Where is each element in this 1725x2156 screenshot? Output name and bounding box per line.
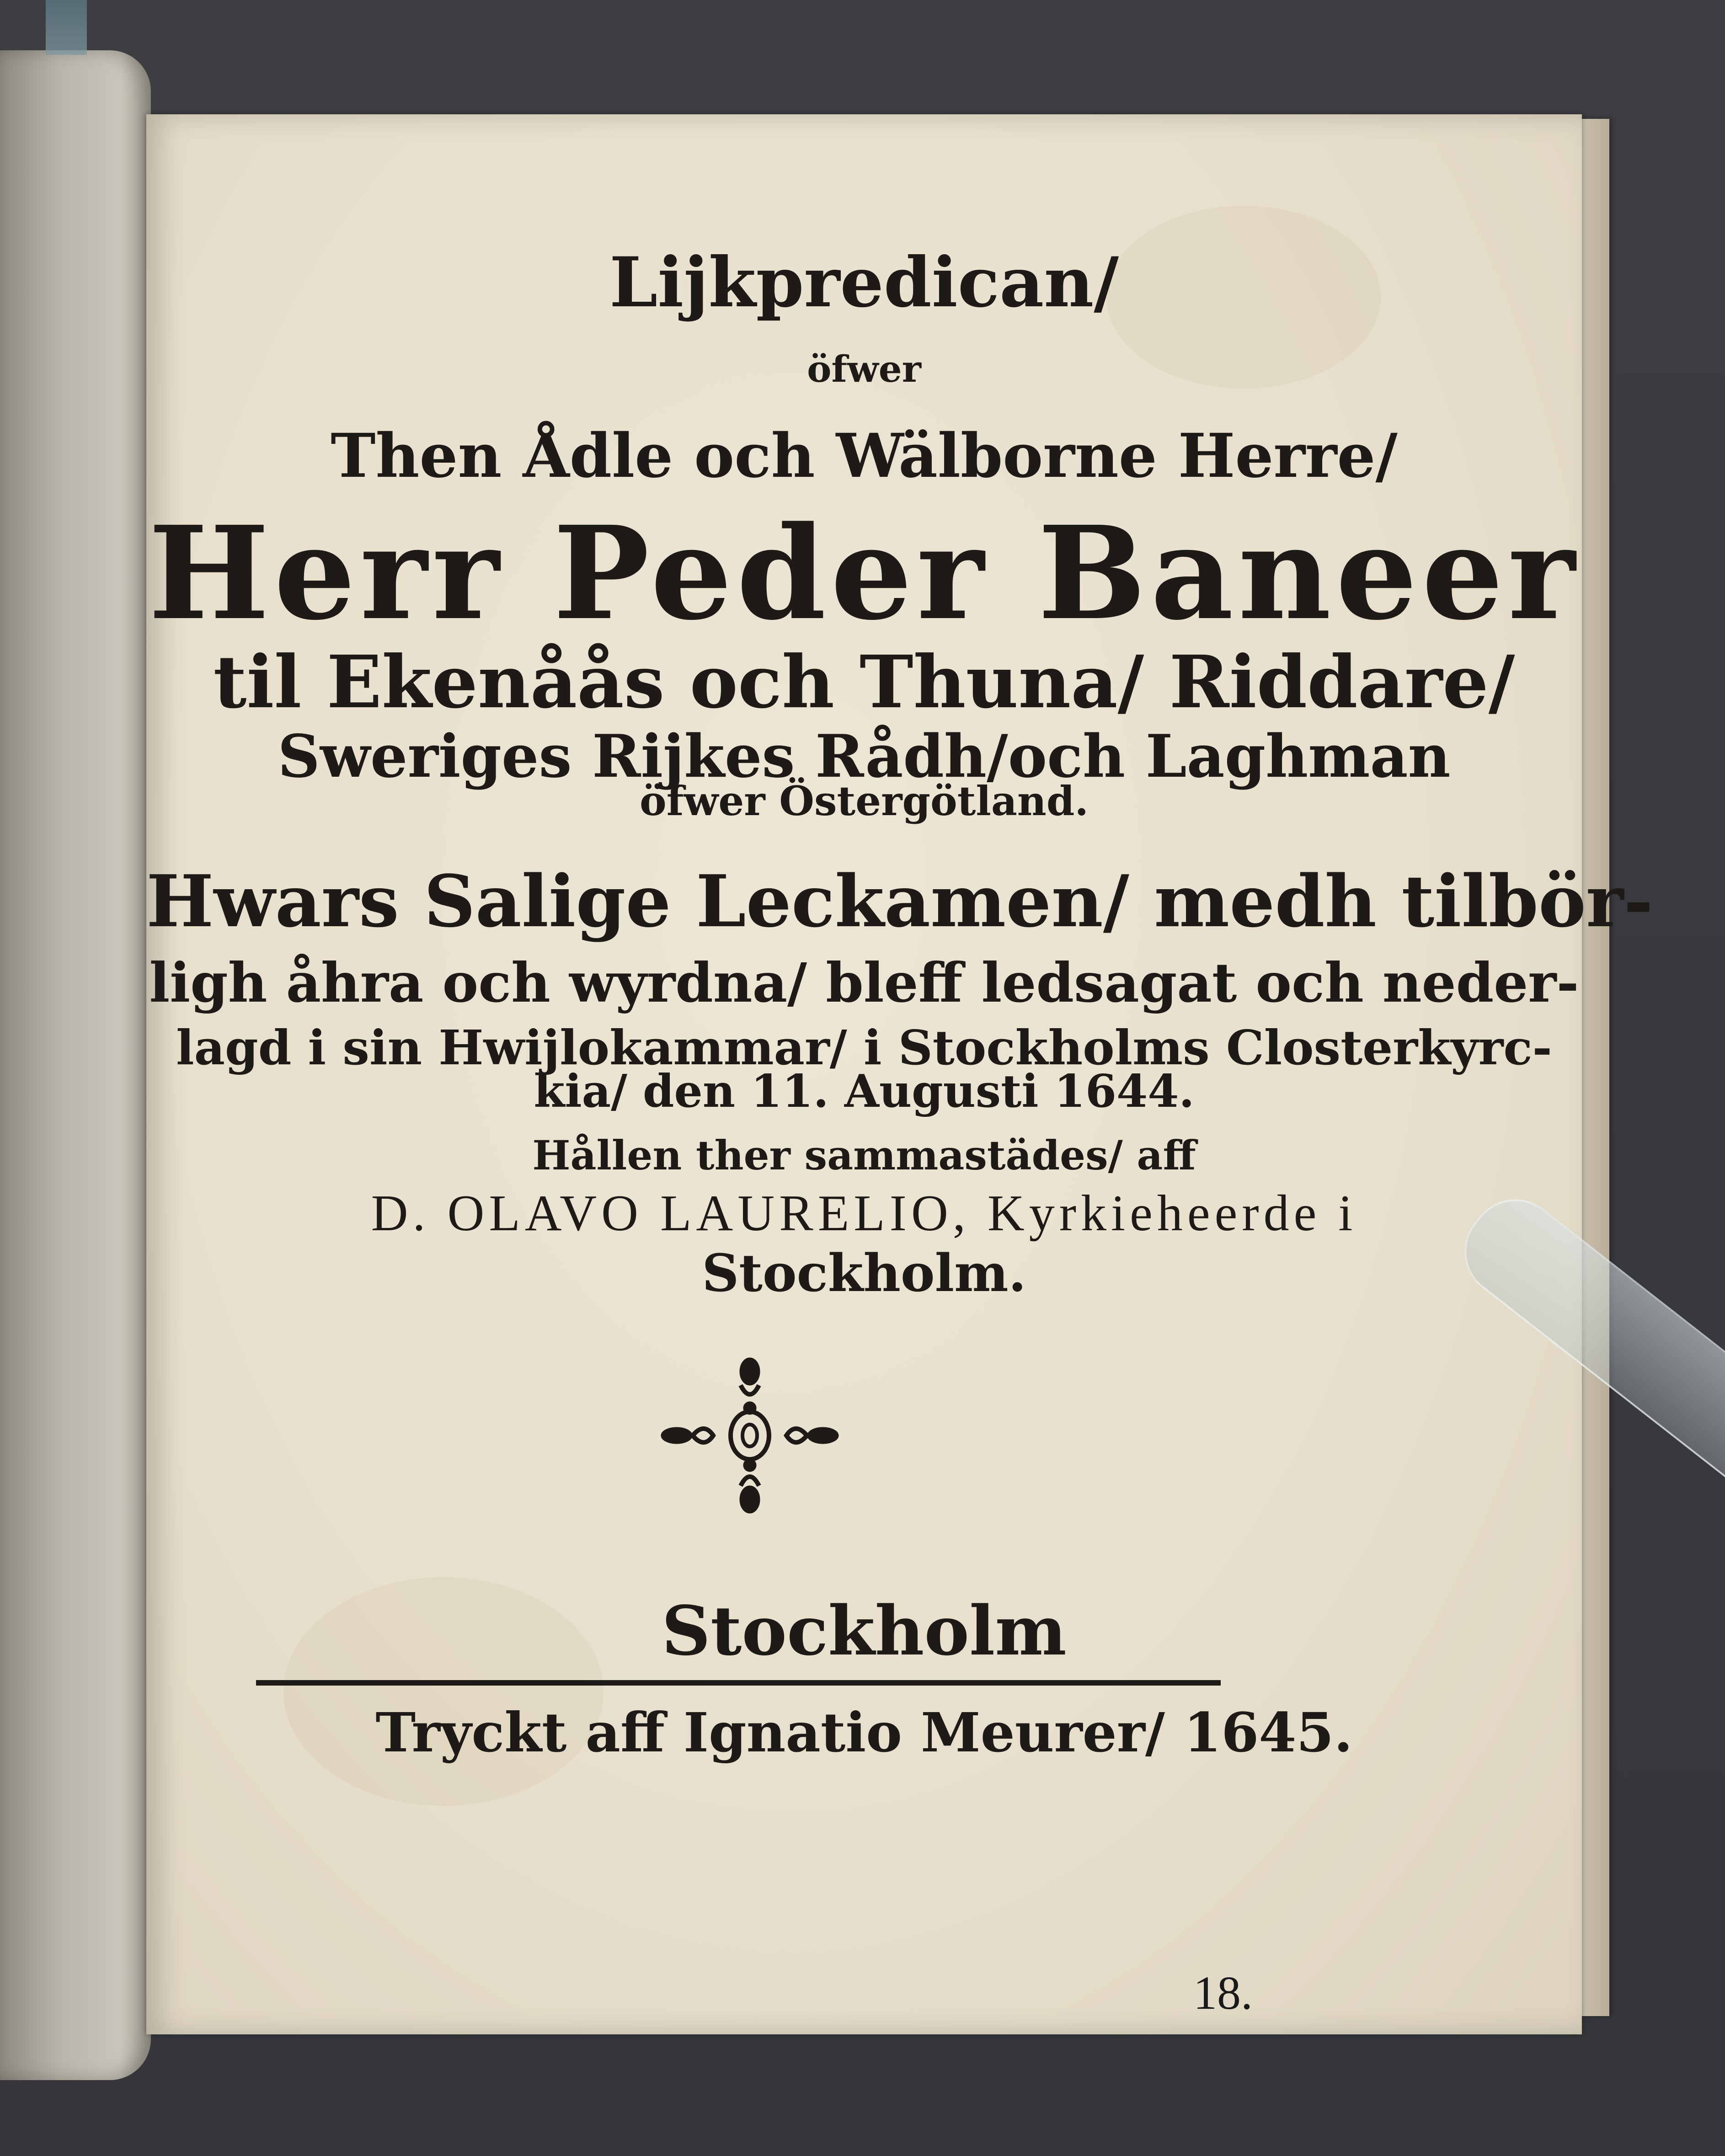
burial-line-1: Hwars Salige Leckamen/ medh tilbör- [146,859,1653,943]
author-place: Stockholm. [702,1243,1026,1303]
handwritten-shelf-number: 18. [1193,1967,1253,2019]
title-estates: til Ekenåås och Thuna/ Riddare/ [213,640,1515,725]
author-line: D. OLAVO LAURELIO, Kyrkieheerde i [371,1185,1357,1242]
printers-ornament-icon [658,1353,841,1518]
ribbon-marker [46,0,87,55]
imprint-place: Stockholm [662,1591,1067,1670]
title-heading: Lijkpredican/ [609,242,1119,323]
title-over: öfwer [807,347,921,390]
burial-line-4: kia/ den 11. Augusti 1644. [534,1065,1195,1118]
title-name: Herr Peder Baneer [148,498,1580,649]
imprint-printer: Tryckt aff Ignatio Meurer/ 1645. [375,1701,1353,1764]
burial-line-3: lagd i sin Hwijlokammar/ i Stockholms Closterkyrc- [176,1019,1552,1076]
burial-line-2: ligh åhra och wyrdna/ bleff ledsagat och neder- [149,951,1579,1014]
facing-page-edge [0,50,151,2080]
held-by-line: Hållen ther sammastädes/ aff [532,1131,1196,1179]
title-province: öfwer Östergötland. [640,777,1089,825]
title-honorific: Then Ådle och Wälborne Herre/ [331,421,1398,491]
imprint-rule [256,1680,1221,1686]
title-office: Sweriges Rijkes Rådh/och Laghman [278,722,1451,791]
